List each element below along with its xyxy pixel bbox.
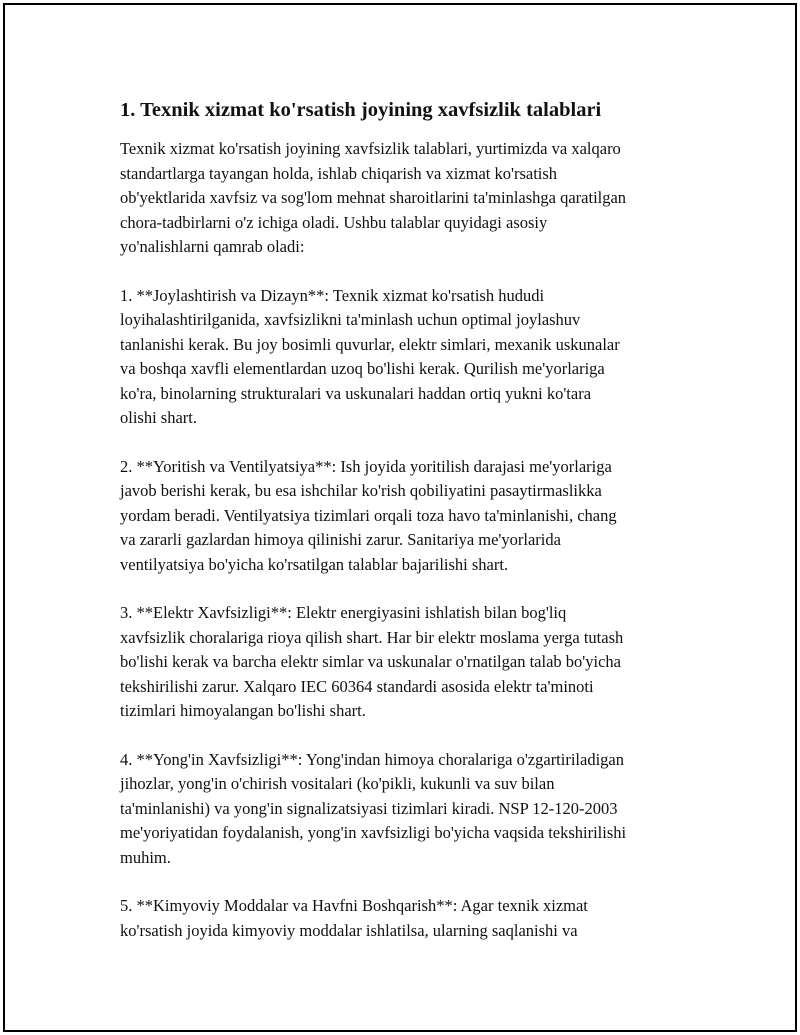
intro-paragraph: Texnik xizmat ko'rsatish joyining xavfsizlik talablari, yurtimizda va xalqaro standartlarga tayangan holda, ishlab chiqarish va xizmat ko'rsatish ob'yektlarida xavfsiz va sog'lom mehnat sharoitlarini ta'minlashga qaratilgan chora-tadbirlarni o'z ichiga oladi. Ushbu talablar quyidagi asosiy yo'nalishlarni qamrab oladi:	[120, 139, 627, 256]
document-body	[120, 97, 700, 967]
paragraph-fire-safety: 4. **Yong'in Xavfsizligi**: Yong'indan himoya choralariga o'zgartiriladigan jihozlar, yong'in o'chirish vositalari (ko'pikli, kukunli va suv bilan ta'minlanishi) va yong'in signalizatsiyasi tizimlari kiradi. NSP 12-120-2003 me'yoriyatidan foydalanish, yong'in xavfsizligi bo'yicha vaqsida tekshirilishi muhim.	[120, 749, 627, 867]
section-title: 1. Texnik xizmat ko'rsatish joyining xavfsizlik talablari	[120, 99, 602, 121]
document-page	[3, 3, 797, 1032]
paragraph-electrical-safety: 3. **Elektr Xavfsizligi**: Elektr energiyasini ishlatish bilan bog'liq xavfsizlik choralariga rioya qilish shart. Har bir elektr moslama yerga tutash bo'lishi kerak va barcha elektr simlar va uskunalar o'rnatilgan talab bo'yicha tekshirilishi zarur. Xalqaro IEC 60364 standardi asosida elektr ta'minoti tizimlari himoyalangan bo'lishi shart.	[120, 603, 624, 720]
paragraph-chemical-hazards: 5. **Kimyoviy Moddalar va Havfni Boshqarish**: Agar texnik xizmat ko'rsatish joyida kimyoviy moddalar ishlatilsa, ularning saqlanishi va	[120, 896, 588, 940]
paragraph-placement-design: 1. **Joylashtirish va Dizayn**: Texnik xizmat ko'rsatish hududi loyihalashtirilganida, xavfsizlikni ta'minlash uchun optimal joylashuv tanlanishi kerak. Bu joy bosimli quvurlar, elektr simlari, mexanik uskunalar va boshqa xavfli elementlardan uzoq bo'lishi kerak. Qurilish me'yorlariga ko'ra, binolarning strukturalari va uskunalari haddan ortiq yukni ko'tara olishi shart.	[120, 285, 620, 427]
paragraph-lighting-ventilation: 2. **Yoritish va Ventilyatsiya**: Ish joyida yoritilish darajasi me'yorlariga javob berishi kerak, bu esa ishchilar ko'rish qobiliyatini pasaytirmaslikka yordam beradi. Ventilyatsiya tizimlari orqali toza havo ta'minlanishi, chang va zararli gazlardan himoya qilinishi zarur. Sanitariya me'yorlarida ventilyatsiya bo'yicha ko'rsatilgan talablar bajarilishi shart.	[120, 456, 617, 574]
